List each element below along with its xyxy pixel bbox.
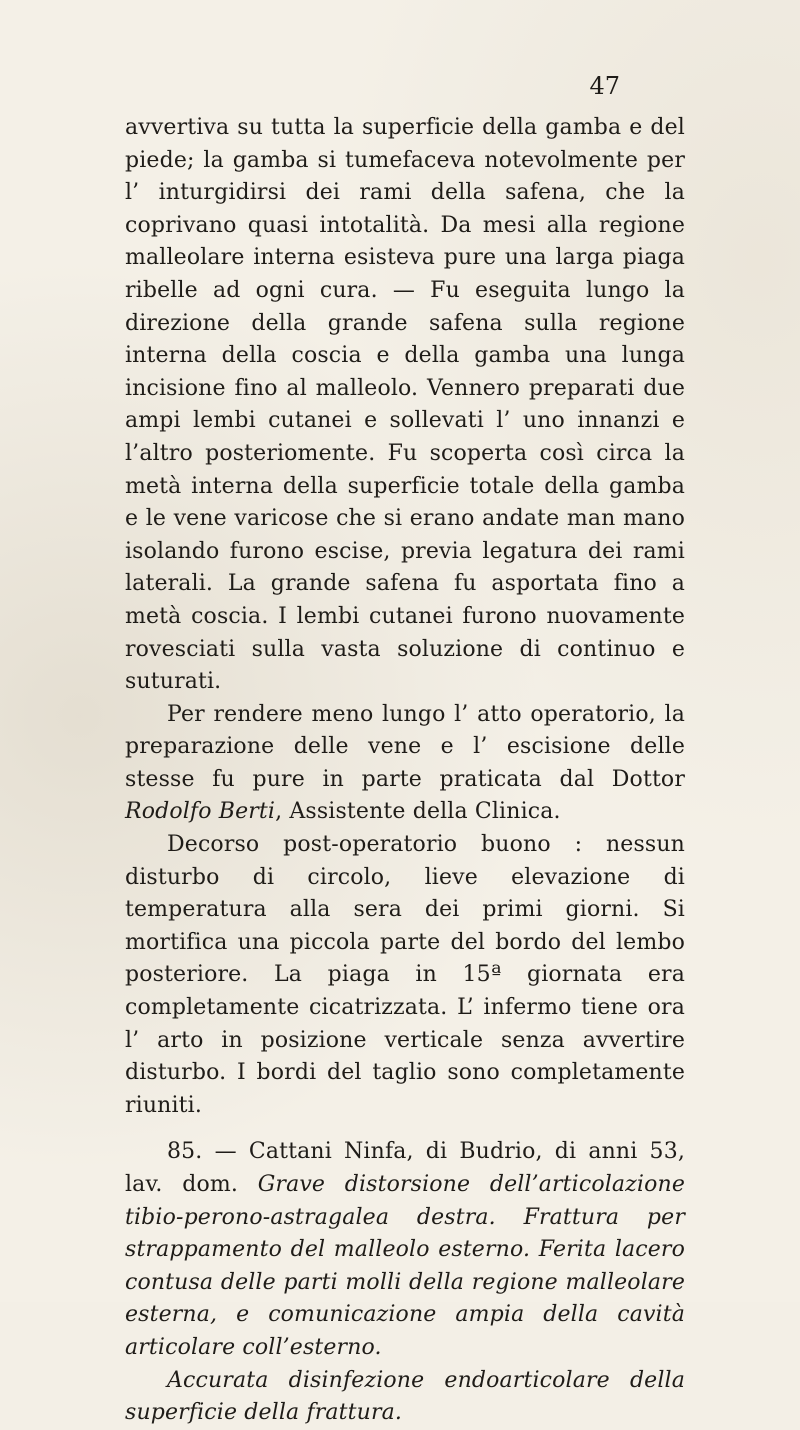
case-diagnosis: Grave distorsione dell’articolazione tibio-perono-astragalea destra. Frattura per strappamento del malleolo esterno. Ferita lacero contusa delle parti molli della regione malleolare esterna, e comunicazione ampia della cavità articolare coll’esterno. (125, 1172, 685, 1360)
paragraph-assistant-text-start: Per rendere meno lungo l’ atto operatorio, la preparazione delle vene e l’ escisione delle stesse fu pure in parte praticata dal Dottor (125, 701, 685, 792)
paragraph-treatment: Accurata disinfezione endoarticolare della superficie della frattura. (125, 1367, 685, 1426)
paragraph-continuation: avvertiva su tutta la superficie della gamba e del piede; la gamba si tumefaceva notevolmente per l’ inturgidirsi dei rami della safena, che la coprivano quasi intotalità. Da mesi alla regione malleolare interna esisteva pure una larga piaga ribelle ad ogni cura. — Fu eseguita lungo la direzione della grande safena sulla regione interna della coscia e della gamba una lunga incisione fino al malleolo. Vennero preparati due ampi lembi cutanei e sollevati l’ uno innanzi e l’altro posteriomente. Fu scoperta così circa la metà interna della superficie totale della gamba e le vene varicose che si erano andate man mano isolando furono escise, previa legatura dei rami laterali. La grande safena fu asportata fino a metà coscia. I lembi cutanei furono nuovamente rovesciati sulla vasta soluzione di continuo e suturati. (125, 115, 685, 695)
paragraph-postoperative: Decorso post-operatorio buono : nessun disturbo di circolo, lieve elevazione di temperatura alla sera dei primi giorni. Si mortifica una piccola parte del bordo del lembo posteriore. La piaga in 15ª giornata era completamente cicatrizzata. L’ infermo tiene ora l’ arto in posizione verticale senza avvertire disturbo. I bordi del taglio sono completamente riuniti. (125, 832, 685, 1118)
case-patient: — Cattani Ninfa, di Budrio, di anni 53, lav. dom. (125, 1139, 685, 1197)
paragraph-assistant (125, 699, 685, 829)
case-number: 85. (167, 1139, 203, 1165)
case-entry (125, 1136, 685, 1364)
assistant-name: Rodolfo Berti (125, 799, 276, 825)
paragraph-assistant-text-end: , Assistente della Clinica. (275, 799, 561, 825)
text-body (125, 112, 685, 1430)
page-number: 47 (589, 72, 620, 100)
